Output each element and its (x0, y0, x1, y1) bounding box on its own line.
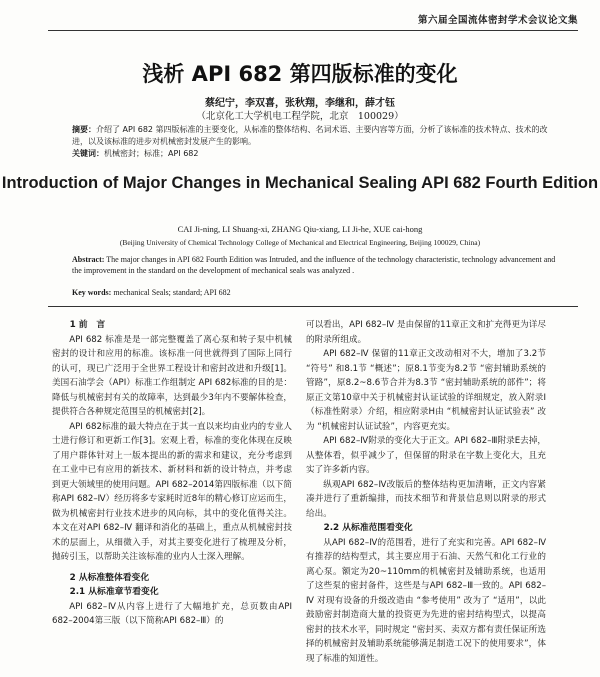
left-column (52, 318, 292, 629)
paragraph: 从API 682–Ⅳ的范围看，进行了充实和完善。API 682–Ⅳ有推荐的结构型式，其主要应用于石油、天然气和化工行业的离心泵。额定为20~110mm的机械密封及辅助系统，也适用了这些泵的密封备件，这些是与API 682–Ⅲ一致的。API 682–Ⅳ 对现有设备的升级改造由 “参考使用” 改为了 “适用”，以此鼓励密封制造商大量的投资更为先进的密封结构型式，以提高密封的技术水平，同时规定 “密封买、卖双方都有责任保证所选择的机械密封及辅助系统能够满足制造工况下的使用要求”，体现了标准的知道性。 (306, 537, 546, 664)
paragraph: 可以看出，API 682–Ⅳ 是由保留的11章正文和扩充得更为详尽的附录所组成。 (306, 320, 546, 345)
english-abstract (72, 254, 558, 276)
right-column (306, 318, 546, 666)
english-keywords-label: Key words: (72, 288, 112, 297)
header-rule (48, 30, 578, 31)
english-title: Introduction of Major Changes in Mechanical Sealing API 682 Fourth Edition (1, 174, 599, 192)
paragraph: API 682–Ⅳ附录的变化大于正文。API 682–Ⅲ附录E去掉，从整体看，似乎减少了，但保留的附录在字数上变化大，且充实了许多新内容。 (306, 436, 546, 475)
english-keywords-text: mechanical Seals; standard; API 682 (113, 288, 231, 297)
paragraph: API 682 标准是是一部完整覆盖了离心泵和转子泵中机械密封的设计和应用的标准。该标准一问世就得到了国际上同行的认可，现已广泛用于全世界工程设计和密封改进和升级[1]。美国石油学会（API）标准工作组制定 API 682标准的目的是：降低与机械密封有关的故障率，达到最少3年内不要解体检查，提供符合各种规定范围呈的机械密封[2]。 (52, 334, 292, 417)
subsection-heading-scope: 2.2 从标准范围看变化 (323, 523, 413, 533)
paragraph: API 682–Ⅳ 保留的11章正文改动相对不大，增加了3.2节 “符号” 和8.1节 “概述”；原8.1节变为8.2节 “密封辅助系统的管路”，原8.2~8.6节合并为8.3节 “密封辅助系统的部件”；将原正文第10章中关于机械密封认证试验的详细规定，放入附录I（标准性附录）介绍，相应附录H由 “机械密封认证试验表” 改为 “机械密封认证试验”，内容更充实。 (306, 349, 546, 432)
paragraph: API 682标准的最大特点在于其一直以来均由业内的专业人士进行修订和更新工作[3]。宏观上看，标准的变化体现在反映了用户群体针对上一版本提出的新的需求和建议，充分考虑到在工业中已有应用的新技术、新材料和新的设计特点，并考虑到更大领域里的使用问题。API 682–2014第四版标准（以下简称API 682–Ⅳ）经历将多专家耗时近8年的精心修订应运而生，做为机械密封行业技术进步的风向标，其中的变化值得关注。本文在对API 682–Ⅳ 翻译和消化的基础上，重点从机械密封技术的层面上，从细微入手，对其主要变化进行了梳理及分析，抛砖引玉，以帮助关注该标准的业内人士深入理解。 (52, 421, 292, 562)
chinese-abstract (72, 124, 558, 148)
paragraph: API 682–Ⅳ从内容上进行了大幅地扩充，总页数由API 682–2004第三版（以下简称API 682–Ⅲ）的 (52, 601, 292, 626)
paragraph: 纵观API 682–Ⅳ改版后的整体结构更加清晰，正文内容紧凑并进行了重新编排，而技术细节和背景信息则以附录的形式给出。 (306, 479, 546, 519)
section-heading-intro: 1 前 言 (69, 320, 106, 330)
english-abstract-label: Abstract: (72, 255, 105, 264)
subsection-heading-chapters: 2.1 从标准章节看变化 (69, 587, 159, 597)
chinese-abstract-label: 摘要： (72, 125, 96, 134)
chinese-affiliation: （北京化工大学机电工程学院，北京 100029） (196, 111, 404, 122)
chinese-authors: 蔡纪宁，李双喜，张秋翔，李继和，薛才钰 (205, 98, 395, 109)
english-affiliation: (Beijing University of Chemical Technology College of Mechanical and Electrical Engineering, Beijing 100029, China) (119, 238, 481, 247)
chinese-keywords-label: 关键词： (72, 149, 104, 158)
chinese-keywords (72, 148, 558, 159)
section-heading-structure: 2 从标准整体看变化 (69, 572, 150, 583)
english-keywords (72, 288, 558, 297)
english-abstract-text: The major changes in API 682 Fourth Edition was Intruded, and the influence of the technology characteristic, technology advancement and the improvement in the standard on the development of mechanical seals was analyzed . (72, 255, 556, 275)
running-header: 第六届全国流体密封学术会议论文集 (417, 15, 578, 26)
body-rule (48, 306, 578, 307)
chinese-keywords-text: 机械密封；标准；API 682 (104, 149, 199, 158)
english-authors: CAI Ji-ning, LI Shuang-xi, ZHANG Qiu-xiang, LI Ji-he, XUE cai-hong (177, 224, 423, 234)
chinese-abstract-text: 介绍了 API 682 第四版标准的主要变化，从标准的整体结构、名词术语、主要内容等方面，分析了该标准的技术特点、技术的改进，以及该标准的进步对机械密封发展产生的影响。 (72, 125, 548, 146)
chinese-title: 浅析 API 682 第四版标准的变化 (142, 62, 458, 86)
